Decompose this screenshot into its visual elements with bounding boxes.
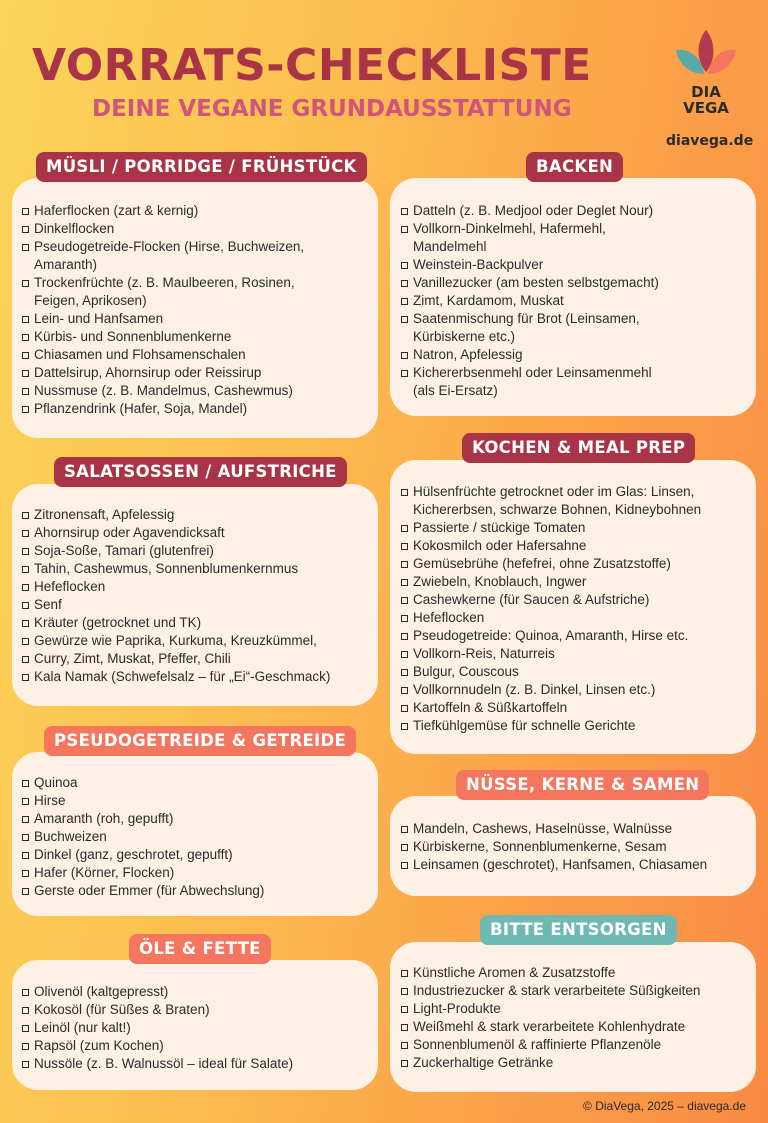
list-item[interactable]: Chiasamen und Flohsamenschalen xyxy=(22,346,304,364)
checklist-nuesse xyxy=(401,820,707,874)
checkbox-icon[interactable] xyxy=(401,615,408,622)
checkbox-icon[interactable] xyxy=(22,656,29,663)
list-item[interactable]: Kürbis- und Sonnenblumenkerne xyxy=(22,328,304,346)
list-item[interactable]: Vanillezucker (am besten selbstgemacht) xyxy=(401,274,659,292)
list-item[interactable]: Nussöle (z. B. Walnussöl – ideal für Salate) xyxy=(22,1055,293,1073)
checkbox-icon[interactable] xyxy=(401,352,408,359)
list-item-continuation: (als Ei-Ersatz) xyxy=(413,383,498,398)
list-item[interactable]: Vollkorn-Dinkelmehl, Hafermehl, xyxy=(401,220,659,238)
checkbox-icon[interactable] xyxy=(22,548,29,555)
list-item[interactable]: Trockenfrüchte (z. B. Maulbeeren, Rosinen, xyxy=(22,274,304,292)
checkbox-icon[interactable] xyxy=(401,280,408,287)
list-item[interactable]: Kokosöl (für Süßes & Braten) xyxy=(22,1001,293,1019)
logo-wordmark: DIA VEGA xyxy=(683,83,729,117)
checkbox-icon[interactable] xyxy=(22,852,29,859)
checkbox-icon[interactable] xyxy=(22,798,29,805)
checkbox-icon[interactable] xyxy=(401,705,408,712)
checkbox-icon[interactable] xyxy=(22,870,29,877)
list-item[interactable]: Natron, Apfelessig xyxy=(401,346,659,364)
checkbox-icon[interactable] xyxy=(401,1024,408,1031)
checkbox-icon[interactable] xyxy=(401,1006,408,1013)
checkbox-icon[interactable] xyxy=(401,862,408,869)
checkbox-icon[interactable] xyxy=(22,512,29,519)
checkbox-icon[interactable] xyxy=(401,1060,408,1067)
checkbox-icon[interactable] xyxy=(22,780,29,787)
section-title-kochen: KOCHEN & MEAL PREP xyxy=(462,433,695,463)
checkbox-icon[interactable] xyxy=(401,597,408,604)
list-item[interactable]: Datteln (z. B. Medjool oder Deglet Nour) xyxy=(401,202,659,220)
checklist-backen xyxy=(401,202,659,400)
list-item[interactable]: Hafer (Körner, Flocken) xyxy=(22,864,264,882)
list-item[interactable]: Tiefkühlgemüse für schnelle Gerichte xyxy=(401,717,701,735)
section-title-salatsossen: SALATSOSSEN / AUFSTRICHE xyxy=(54,457,347,487)
page-subtitle: DEINE VEGANE GRUNDAUSSTATTUNG xyxy=(92,96,572,122)
list-item-continuation: Mandelmehl xyxy=(413,239,487,254)
list-item[interactable]: Gemüsebrühe (hefefrei, ohne Zusatzstoffe) xyxy=(401,555,701,573)
list-item[interactable]: Curry, Zimt, Muskat, Pfeffer, Chili xyxy=(22,650,330,668)
checkbox-icon[interactable] xyxy=(22,1025,29,1032)
list-item[interactable]: Dattelsirup, Ahornsirup oder Reissirup xyxy=(22,364,304,382)
list-item[interactable]: Kokosmilch oder Hafersahne xyxy=(401,537,701,555)
list-item[interactable]: Mandeln, Cashews, Haselnüsse, Walnüsse xyxy=(401,820,707,838)
checkbox-icon[interactable] xyxy=(401,316,408,323)
list-item[interactable]: Light-Produkte xyxy=(401,1000,700,1018)
list-item[interactable]: Kürbiskerne, Sonnenblumenkerne, Sesam xyxy=(401,838,707,856)
checkbox-icon[interactable] xyxy=(22,602,29,609)
checkbox-icon[interactable] xyxy=(401,370,408,377)
checkbox-icon[interactable] xyxy=(401,651,408,658)
list-item[interactable]: Kartoffeln & Süßkartoffeln xyxy=(401,699,701,717)
checkbox-icon[interactable] xyxy=(401,826,408,833)
footer-copyright: © DiaVega, 2025 – diavega.de xyxy=(583,1099,746,1113)
list-item[interactable]: Hefeflocken xyxy=(22,578,330,596)
checkbox-icon[interactable] xyxy=(401,633,408,640)
checkbox-icon[interactable] xyxy=(22,638,29,645)
list-item[interactable]: Zwiebeln, Knoblauch, Ingwer xyxy=(401,573,701,591)
list-item[interactable]: Weißmehl & stark verarbeitete Kohlenhydrate xyxy=(401,1018,700,1036)
list-item[interactable]: Zimt, Kardamom, Muskat xyxy=(401,292,659,310)
logo-url: diavega.de xyxy=(666,133,754,149)
list-item-continuation: Amaranth) xyxy=(34,257,98,272)
list-item[interactable]: Tahin, Cashewmus, Sonnenblumenkernmus xyxy=(22,560,330,578)
list-item[interactable]: Hirse xyxy=(22,792,264,810)
list-item[interactable]: Saatenmischung für Brot (Leinsamen, xyxy=(401,310,659,328)
list-item-continuation: Feigen, Aprikosen) xyxy=(34,293,147,308)
list-item[interactable]: Künstliche Aromen & Zusatzstoffe xyxy=(401,964,700,982)
section-title-entsorgen: BITTE ENTSORGEN xyxy=(480,915,677,945)
section-title-oele: ÖLE & FETTE xyxy=(129,934,271,964)
list-item[interactable]: Senf xyxy=(22,596,330,614)
list-item[interactable]: Dinkelflocken xyxy=(22,220,304,238)
checkbox-icon[interactable] xyxy=(401,844,408,851)
lotus-logo-icon xyxy=(672,28,740,84)
checkbox-icon[interactable] xyxy=(22,226,29,233)
list-item[interactable]: Industriezucker & stark verarbeitete Süßigkeiten xyxy=(401,982,700,1000)
checkbox-icon[interactable] xyxy=(401,208,408,215)
checkbox-icon[interactable] xyxy=(401,561,408,568)
page-title: VORRATS-CHECKLISTE xyxy=(32,40,592,91)
checkbox-icon[interactable] xyxy=(22,620,29,627)
section-title-fruehstueck: MÜSLI / PORRIDGE / FRÜHSTÜCK xyxy=(36,152,367,182)
checklist-getreide xyxy=(22,774,264,900)
list-item-continuation: Kichererbsen, schwarze Bohnen, Kidneybohnen xyxy=(413,502,702,517)
checkbox-icon[interactable] xyxy=(22,244,29,251)
section-title-nuesse: NÜSSE, KERNE & SAMEN xyxy=(456,770,709,800)
checkbox-icon[interactable] xyxy=(22,566,29,573)
checkbox-icon[interactable] xyxy=(401,298,408,305)
list-item[interactable]: Bulgur, Couscous xyxy=(401,663,701,681)
list-item[interactable]: Ahornsirup oder Agavendicksaft xyxy=(22,524,330,542)
checkbox-icon[interactable] xyxy=(401,489,408,496)
checkbox-icon[interactable] xyxy=(22,888,29,895)
list-item[interactable]: Leinsamen (geschrotet), Hanfsamen, Chiasamen xyxy=(401,856,707,874)
checkbox-icon[interactable] xyxy=(401,579,408,586)
list-item[interactable]: Quinoa xyxy=(22,774,264,792)
checkbox-icon[interactable] xyxy=(22,208,29,215)
checkbox-icon[interactable] xyxy=(22,1007,29,1014)
section-title-getreide: PSEUDOGETREIDE & GETREIDE xyxy=(44,726,356,756)
list-item[interactable]: Hülsenfrüchte getrocknet oder im Glas: Linsen, xyxy=(401,483,701,501)
checklist-fruehstueck xyxy=(22,202,304,418)
checkbox-icon[interactable] xyxy=(22,530,29,537)
checkbox-icon[interactable] xyxy=(22,370,29,377)
section-title-backen: BACKEN xyxy=(526,152,623,182)
checkbox-icon[interactable] xyxy=(22,388,29,395)
list-item[interactable]: Soja-Soße, Tamari (glutenfrei) xyxy=(22,542,330,560)
checkbox-icon[interactable] xyxy=(22,334,29,341)
list-item[interactable]: Sonnenblumenöl & raffinierte Pflanzenöle xyxy=(401,1036,700,1054)
list-item[interactable]: Lein- und Hanfsamen xyxy=(22,310,304,328)
checkbox-icon[interactable] xyxy=(401,262,408,269)
list-item[interactable]: Cashewkerne (für Saucen & Aufstriche) xyxy=(401,591,701,609)
list-item[interactable]: Hefeflocken xyxy=(401,609,701,627)
checkbox-icon[interactable] xyxy=(22,1043,29,1050)
list-item[interactable]: Zitronensaft, Apfelessig xyxy=(22,506,330,524)
list-item[interactable]: Pseudogetreide-Flocken (Hirse, Buchweizen, xyxy=(22,238,304,256)
list-item[interactable]: Pseudogetreide: Quinoa, Amaranth, Hirse etc. xyxy=(401,627,701,645)
checkbox-icon[interactable] xyxy=(401,1042,408,1049)
list-item[interactable]: Kichererbsenmehl oder Leinsamenmehl xyxy=(401,364,659,382)
list-item[interactable]: Vollkornnudeln (z. B. Dinkel, Linsen etc.) xyxy=(401,681,701,699)
checkbox-icon[interactable] xyxy=(22,834,29,841)
list-item[interactable]: Weinstein-Backpulver xyxy=(401,256,659,274)
list-item[interactable]: Olivenöl (kaltgepresst) xyxy=(22,983,293,1001)
list-item[interactable]: Leinöl (nur kalt!) xyxy=(22,1019,293,1037)
list-item[interactable]: Vollkorn-Reis, Naturreis xyxy=(401,645,701,663)
list-item[interactable]: Pflanzendrink (Hafer, Soja, Mandel) xyxy=(22,400,304,418)
checkbox-icon[interactable] xyxy=(401,687,408,694)
list-item[interactable]: Passierte / stückige Tomaten xyxy=(401,519,701,537)
checkbox-icon[interactable] xyxy=(22,352,29,359)
list-item[interactable]: Rapsöl (zum Kochen) xyxy=(22,1037,293,1055)
checklist-entsorgen xyxy=(401,964,700,1072)
checkbox-icon[interactable] xyxy=(22,316,29,323)
list-item[interactable]: Gerste oder Emmer (für Abwechslung) xyxy=(22,882,264,900)
list-item[interactable]: Haferflocken (zart & kernig) xyxy=(22,202,304,220)
list-item[interactable]: Kräuter (getrocknet und TK) xyxy=(22,614,330,632)
checklist-salatsossen xyxy=(22,506,330,686)
list-item[interactable]: Gewürze wie Paprika, Kurkuma, Kreuzkümmel, xyxy=(22,632,330,650)
checkbox-icon[interactable] xyxy=(22,280,29,287)
list-item[interactable]: Dinkel (ganz, geschrotet, gepufft) xyxy=(22,846,264,864)
list-item[interactable]: Zuckerhaltige Getränke xyxy=(401,1054,700,1072)
checkbox-icon[interactable] xyxy=(22,406,29,413)
checkbox-icon[interactable] xyxy=(401,988,408,995)
checkbox-icon[interactable] xyxy=(22,674,29,681)
checklist-oele xyxy=(22,983,293,1073)
checkbox-icon[interactable] xyxy=(401,226,408,233)
list-item[interactable]: Nussmuse (z. B. Mandelmus, Cashewmus) xyxy=(22,382,304,400)
checkbox-icon[interactable] xyxy=(22,816,29,823)
checkbox-icon[interactable] xyxy=(401,669,408,676)
list-item[interactable]: Kala Namak (Schwefelsalz – für „Ei“-Geschmack) xyxy=(22,668,330,686)
list-item[interactable]: Buchweizen xyxy=(22,828,264,846)
checklist-kochen xyxy=(401,483,701,735)
checkbox-icon[interactable] xyxy=(22,1061,29,1068)
checkbox-icon[interactable] xyxy=(401,723,408,730)
checkbox-icon[interactable] xyxy=(401,543,408,550)
list-item[interactable]: Amaranth (roh, gepufft) xyxy=(22,810,264,828)
list-item-continuation: Kürbiskerne etc.) xyxy=(413,329,516,344)
checkbox-icon[interactable] xyxy=(401,525,408,532)
checkbox-icon[interactable] xyxy=(22,584,29,591)
checkbox-icon[interactable] xyxy=(22,989,29,996)
checkbox-icon[interactable] xyxy=(401,970,408,977)
